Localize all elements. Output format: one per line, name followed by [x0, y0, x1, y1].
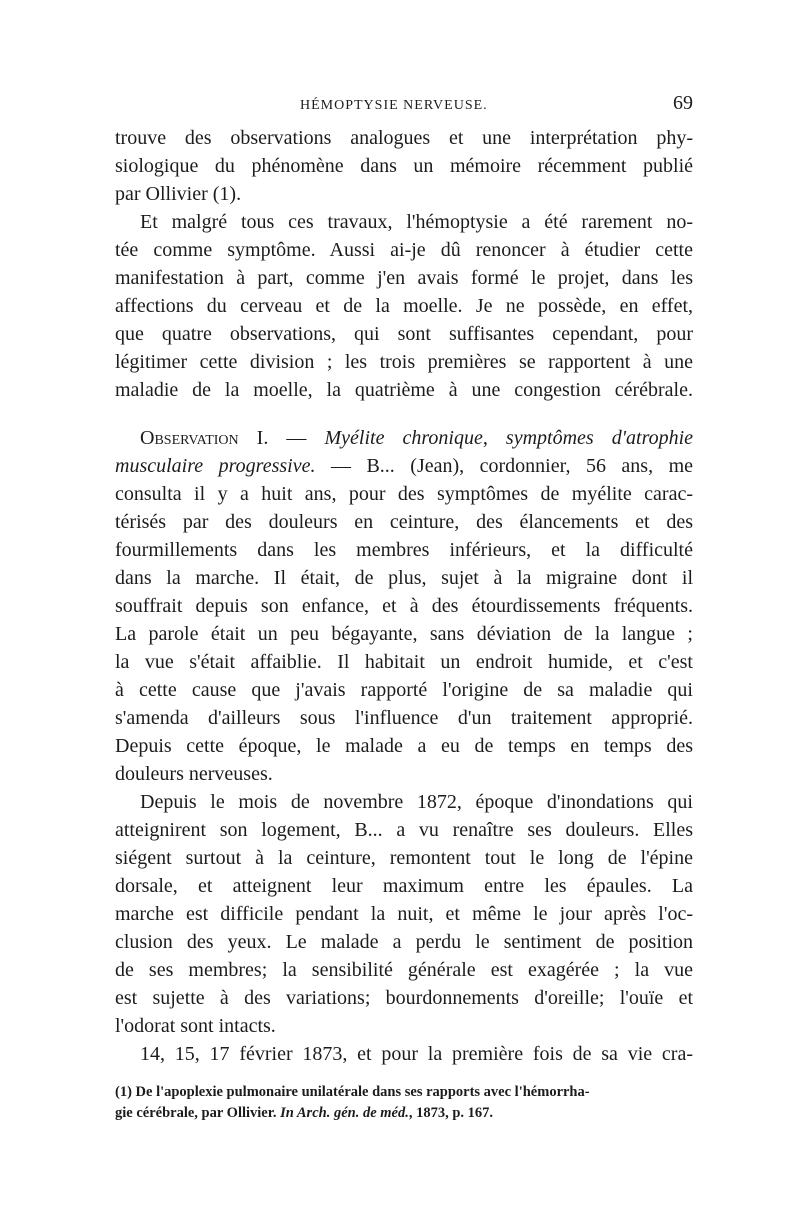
- footnote-separator: [115, 1068, 693, 1082]
- text-line: La parole était un peu bégayante, sans déviation de la langue ;: [115, 623, 693, 645]
- paragraph-5: [115, 1040, 693, 1068]
- text-line: la vue s'était affaiblie. Il habitait un endroit humide, et c'est: [115, 651, 693, 673]
- text-line: est sujette à des variations; bourdonnements d'oreille; l'ouïe et: [115, 987, 693, 1009]
- text-line: dans la marche. Il était, de plus, sujet à la migraine dont il: [115, 567, 693, 589]
- text-line: consulta il y a huit ans, pour des symptômes de myélite carac-: [115, 483, 693, 505]
- observation-title-2: symptômes d'atrophie: [505, 427, 694, 449]
- paragraph-1: [115, 124, 693, 208]
- text-line: fourmillements dans les membres inférieurs, et la difficulté: [115, 539, 693, 561]
- footnote-citation: , 1873, p. 167.: [408, 1105, 494, 1121]
- text-line: l'odorat sont intacts.: [115, 1015, 276, 1037]
- text-line: légitimer cette division ; les trois premières se rapportent à une: [115, 351, 693, 373]
- observation-patient: — B... (Jean), cordonnier, 56 ans, me: [330, 455, 694, 477]
- text-line: de ses membres; la sensibilité générale est exagérée ; la vue: [115, 959, 693, 981]
- text-line: Depuis le mois de novembre 1872, époque d'inondations qui: [140, 791, 693, 813]
- section-gap: [115, 404, 693, 424]
- text-line: souffrait depuis son enfance, et à des étourdissements fréquents.: [115, 595, 693, 617]
- text-line: s'amenda d'ailleurs sous l'influence d'un traitement approprié.: [115, 707, 693, 729]
- text-line: siégent surtout à la ceinture, remontent tout le long de l'épine: [115, 847, 693, 869]
- running-head: [115, 92, 693, 124]
- text-line: 14, 15, 17 février 1873, et pour la première fois de sa vie cra-: [140, 1043, 693, 1065]
- text-line: térisés par des douleurs en ceinture, des élancements et des: [115, 511, 693, 533]
- footnote: [115, 1082, 693, 1124]
- text-line: Depuis cette époque, le malade a eu de temps en temps des: [115, 735, 693, 757]
- text-line: marche est difficile pendant la nuit, et même le jour après l'oc-: [115, 903, 693, 925]
- text-line: affections du cerveau et de la moelle. Je ne possède, en effet,: [115, 295, 693, 317]
- observation-label: Observation I.: [140, 427, 269, 449]
- text-line: à cette cause que j'avais rapporté l'origine de sa maladie qui: [115, 679, 693, 701]
- text-line: siologique du phénomène dans un mémoire récemment publié: [115, 155, 693, 177]
- paragraph-4: [115, 788, 693, 1040]
- observation-heading-line-2: [115, 452, 693, 480]
- footnote-text: gie cérébrale, par Ollivier.: [115, 1105, 277, 1121]
- footnote-line-2: [115, 1103, 693, 1124]
- observation-title-sep: ,: [482, 427, 488, 449]
- footnote-journal: In Arch. gén. de méd.: [280, 1105, 409, 1121]
- book-page: [115, 92, 693, 1124]
- observation-section: [115, 424, 693, 788]
- observation-dash: —: [286, 427, 307, 449]
- paragraph-2: [115, 208, 693, 404]
- observation-title-3: musculaire progressive.: [115, 455, 316, 477]
- text-line: douleurs nerveuses.: [115, 763, 273, 785]
- observation-title-1: Myélite chronique: [324, 427, 483, 449]
- text-line: maladie de la moelle, la quatrième à une congestion cérébrale.: [115, 379, 693, 401]
- footnote-line: (1) De l'apoplexie pulmonaire unilatérale dans ses rapports avec l'hémorrha-: [115, 1084, 590, 1100]
- text-line: tée comme symptôme. Aussi ai-je dû renoncer à étudier cette: [115, 239, 693, 261]
- page-number: 69: [673, 92, 693, 114]
- text-line: manifestation à part, comme j'en avais formé le projet, dans les: [115, 267, 693, 289]
- text-line: Et malgré tous ces travaux, l'hémoptysie a été rarement no-: [140, 211, 693, 233]
- text-line: trouve des observations analogues et une interprétation phy-: [115, 127, 693, 149]
- text-line: que quatre observations, qui sont suffisantes cependant, pour: [115, 323, 693, 345]
- running-title: HÉMOPTYSIE NERVEUSE.: [300, 98, 488, 113]
- observation-heading-line: [115, 424, 693, 452]
- text-line: par Ollivier (1).: [115, 183, 242, 205]
- text-line: dorsale, et atteignent leur maximum entre les épaules. La: [115, 875, 693, 897]
- text-line: atteignirent son logement, B... a vu renaître ses douleurs. Elles: [115, 819, 693, 841]
- text-line: clusion des yeux. Le malade a perdu le sentiment de position: [115, 931, 693, 953]
